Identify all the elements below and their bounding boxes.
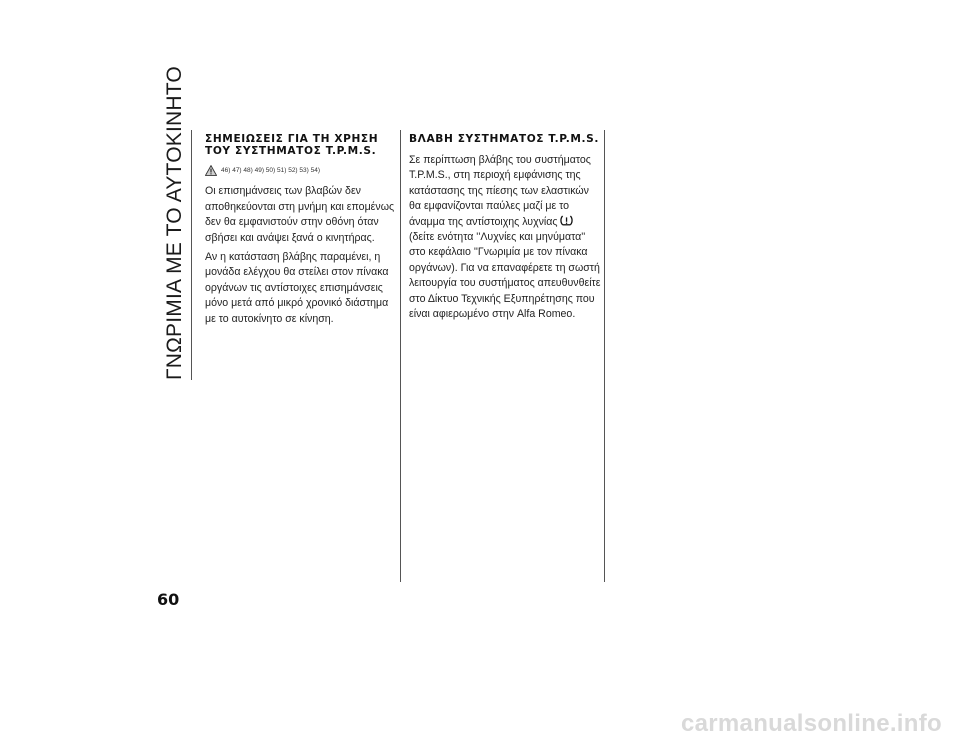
paragraph-system-failure-part2: (δείτε ενότητα ''Λυχνίες και μηνύματα'' στο κεφάλαιο ''Γνωριμία με τον πίνακα οργάνων). Για να επαναφέρετε τη σωστή λειτουργία του συστήματος απευθυνθείτε στο Δίκτυο Τεχνικής Εξυπηρέτησης που είναι αφιερωμένο στην Alfa Romeo.	[409, 231, 601, 321]
paragraph-fault-memory: Οι επισημάνσεις των βλαβών δεν αποθηκεύονται στη μνήμη και επομένως δεν θα εμφανιστούν στην οθόνη όταν σβήσει και ανάψει ξανά ο κινητήρας.	[205, 185, 395, 244]
column-system-failure	[409, 133, 601, 326]
paragraph-system-failure	[409, 153, 601, 322]
chapter-title-text: ΓΝΩΡΙΜΙΑ ΜΕ ΤΟ ΑΥΤΟΚΙΝΗΤΟ	[163, 66, 186, 380]
column-divider-right	[604, 130, 605, 582]
column-divider-left	[400, 130, 401, 582]
chapter-divider	[191, 130, 192, 380]
section-heading-system-failure: ΒΛΑΒΗ ΣΥΣΤΗΜΑΤΟΣ T.P.M.S.	[409, 133, 599, 145]
chapter-title	[160, 66, 190, 380]
tire-pressure-warning-icon	[560, 215, 573, 227]
warning-reference-list: 46) 47) 48) 49) 50) 51) 52) 53) 54)	[221, 167, 320, 174]
paragraph-fault-persistence: Αν η κατάσταση βλάβης παραμένει, η μονάδα ελέγχου θα στείλει στον πίνακα οργάνων τις αντίστοιχες επισημάνσεις μόνο μετά από μικρό χρονικό διάστημα με το αυτοκίνητο σε κίνηση.	[205, 251, 389, 325]
column-usage-notes	[205, 133, 397, 331]
paragraph-system-failure-part1: Σε περίπτωση βλάβης του συστήματος T.P.M.S., στη περιοχή εμφάνισης της κατάστασης της πίεσης των ελαστικών θα εμφανίζονται παύλες μαζί με το άναμμα της αντίστοιχης λυχνίας	[409, 154, 591, 228]
warning-references	[205, 163, 397, 178]
section-heading-usage-notes: ΣΗΜΕΙΩΣΕΙΣ ΓΙΑ ΤΗ ΧΡΗΣΗ ΤΟΥ ΣΥΣΤΗΜΑΤΟΣ T.P.M.S.	[205, 133, 379, 157]
watermark: carmanualsonline.info	[680, 710, 942, 737]
page-number: 60	[157, 590, 180, 609]
warning-triangle-icon	[205, 165, 217, 176]
